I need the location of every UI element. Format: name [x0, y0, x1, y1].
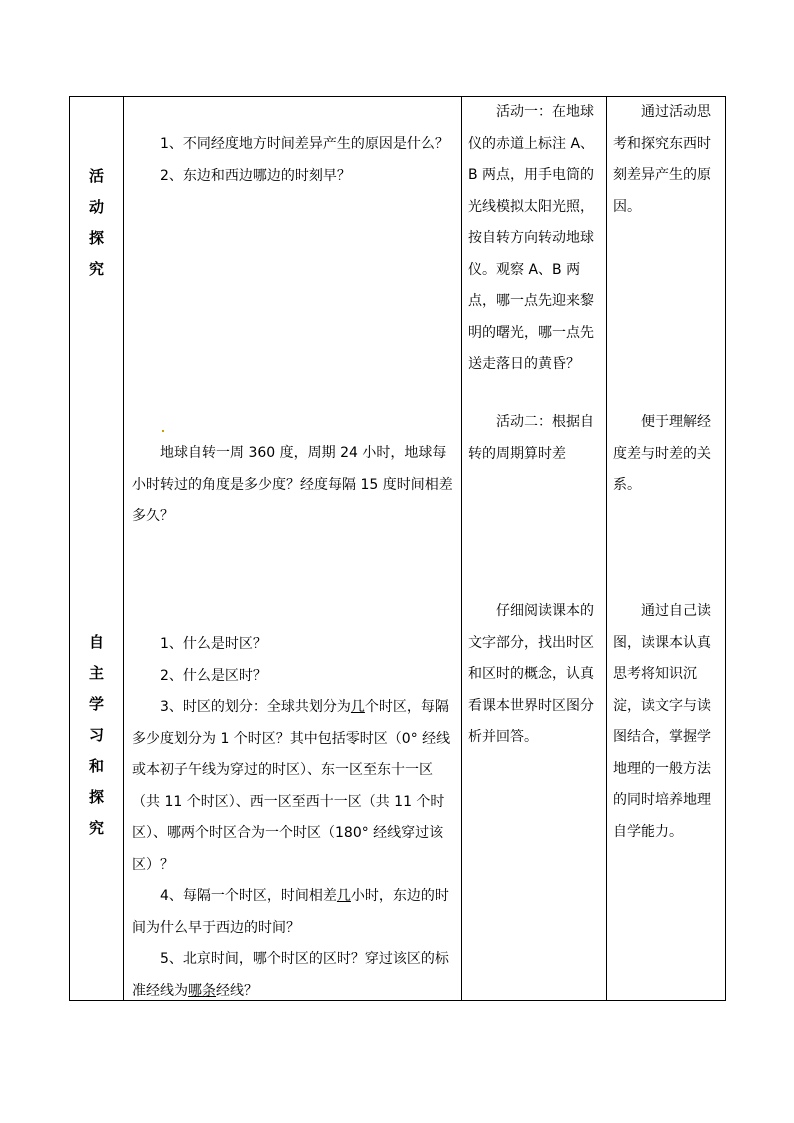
purpose-2-text: 便于理解经度差与时差的关系。 — [613, 414, 711, 493]
label-char: 和 — [88, 757, 104, 775]
selfstudy-q5: 5、北京时间，哪个时区的区时？穿过该区的标准经线为哪条经线？ — [132, 951, 449, 999]
stray-mark — [162, 430, 164, 432]
reading-activity-text: 仔细阅读课本的文字部分，找出时区和区时的概念，认真看课本世界时区图分析并回答。 — [468, 603, 594, 745]
selfstudy-q2: 2、什么是区时？ — [160, 667, 267, 684]
label-char: 活 — [88, 167, 104, 185]
activity-column — [462, 97, 607, 1001]
activity-questions — [132, 129, 455, 192]
label-char: 主 — [88, 664, 104, 682]
section-label-column — [70, 97, 124, 1001]
purpose-3-text: 通过自己读图，读课本认真思考将知识沉淀，读文字与读图结合，掌握学地理的一般方法的同时培养地理自学能力。 — [613, 603, 711, 840]
question-2: 2、东边和西边哪边的时刻早？ — [160, 167, 351, 184]
section-label-selfstudy — [70, 627, 123, 844]
purpose-1-text: 通过活动思考和探究东西时刻差异产生的原因。 — [613, 104, 711, 215]
selfstudy-q1: 1、什么是时区？ — [160, 636, 267, 652]
rotation-question: 地球自转一周 360 度，周期 24 小时，地球每小时转过的角度是多少度？经度每隔 15 度时间相差多久？ — [132, 445, 453, 524]
selfstudy-questions — [132, 629, 455, 1007]
purpose-column — [607, 97, 726, 1001]
selfstudy-q4: 4、每隔一个时区，时间相差几小时，东边的时间为什么早于西边的时间？ — [132, 888, 449, 936]
label-char: 学 — [88, 695, 104, 713]
content-column — [124, 97, 462, 1001]
question-1: 1、不同经度地方时间差异产生的原因是什么？ — [160, 136, 449, 152]
activity-2-text: 活动二：根据自转的周期算时差 — [468, 414, 594, 462]
section-label-activity — [70, 161, 123, 285]
label-char: 探 — [88, 788, 104, 806]
label-char: 习 — [88, 726, 104, 744]
lesson-table — [69, 96, 726, 1001]
label-char: 自 — [88, 633, 104, 651]
label-char: 究 — [88, 260, 104, 278]
label-char: 动 — [88, 198, 104, 216]
activity-1-text: 活动一：在地球仪的赤道上标注 A、B 两点，用手电筒的光线模拟太阳光照，按自转方向转动地球仪。观察 A、B 两点，哪一点先迎来黎明的曙光，哪一点先送走落日的黄昏？ — [468, 104, 595, 372]
selfstudy-q3: 3、时区的划分：全球共划分为几个时区，每隔多少度划分为 1 个时区？其中包括零时区（0° 经线或本初子午线为穿过的时区）、东一区至东十一区（共 11 个时区）、西一区至西十一区（共 11 个时区）、哪两个时区合为一个时区（180° 经线穿过该区）？ — [132, 699, 451, 873]
label-char: 究 — [88, 819, 104, 837]
label-char: 探 — [88, 229, 104, 247]
